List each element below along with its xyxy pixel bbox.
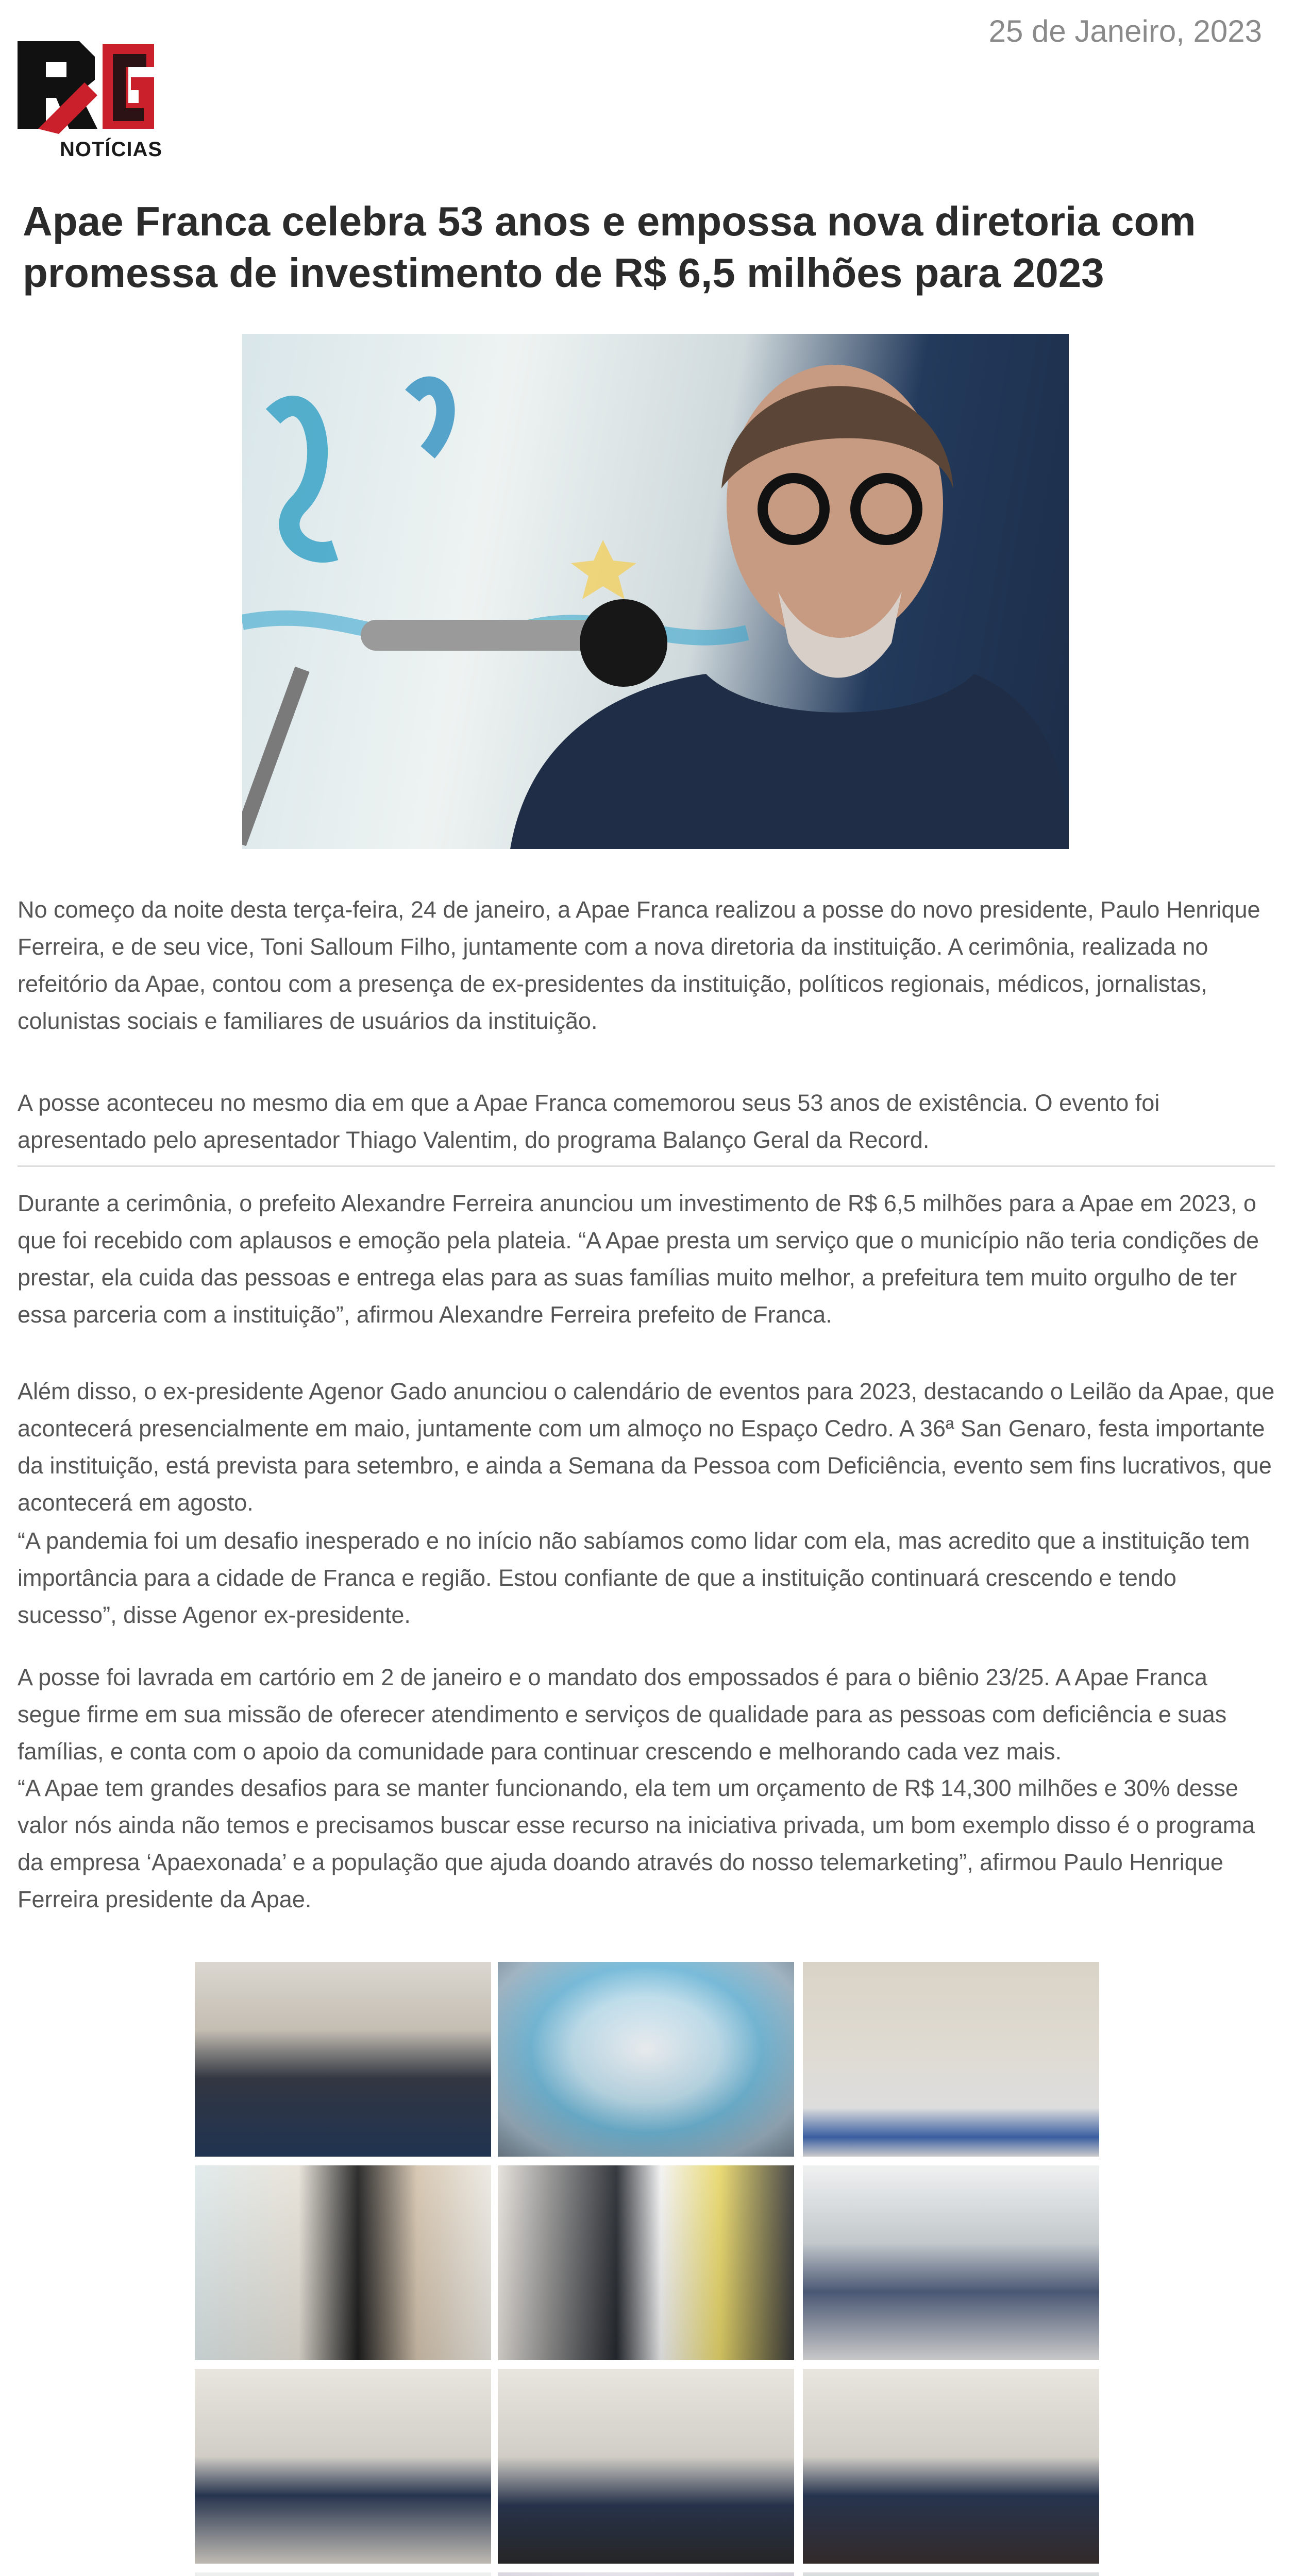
hero-photo xyxy=(242,334,1069,849)
gallery-photo-4[interactable] xyxy=(195,2165,491,2360)
gallery-photo-1[interactable] xyxy=(195,1962,491,2157)
gallery-photo-2[interactable] xyxy=(498,1962,794,2157)
paragraph-5: “A pandemia foi um desafio inesperado e no início não sabíamos como lidar com ela, mas acredito que a instituição tem importância para a cidade de Franca e região. Estou confiante de que a instituição continuará crescendo e tendo sucesso”, disse Agenor ex-presidente. xyxy=(18,1528,1250,1628)
speaker-illustration xyxy=(242,334,1069,849)
gallery-photo-3[interactable] xyxy=(803,1962,1099,2157)
gallery-photo-8[interactable] xyxy=(498,2369,794,2564)
paragraph-2: A posse aconteceu no mesmo dia em que a Apae Franca comemorou seus 53 anos de existência. O evento foi apresentado pelo apresentador Thiago Valentim, do programa Balanço Geral da Record. xyxy=(18,1090,1160,1153)
logo-subtitle: NOTÍCIAS xyxy=(60,138,163,161)
gallery-photo-6[interactable] xyxy=(803,2165,1099,2360)
gallery-photo-7[interactable] xyxy=(195,2369,491,2564)
gallery-photo-12[interactable] xyxy=(803,2572,1099,2576)
gallery-photo-11[interactable] xyxy=(498,2572,794,2576)
gallery-photo-9[interactable] xyxy=(803,2369,1099,2564)
article-title: Apae Franca celebra 53 anos e empossa nova diretoria com promessa de investimento de R$ 6,5 milhões para 2023 xyxy=(23,198,1196,296)
publish-date: 25 de Janeiro, 2023 xyxy=(988,14,1262,48)
paragraph-1: No começo da noite desta terça-feira, 24 de janeiro, a Apae Franca realizou a posse do novo presidente, Paulo Henrique Ferreira, e de seu vice, Toni Salloum Filho, juntamente com a nova diretoria da instituição. A cerimônia, realizada no refeitório da Apae, contou com a presença de ex-presidentes da instituição, políticos regionais, médicos, jornalistas, colunistas sociais e familiares de usuários da instituição. xyxy=(18,896,1260,1034)
paragraph-7: “A Apae tem grandes desafios para se manter funcionando, ela tem um orçamento de R$ 14,300 milhões e 30% desse valor nós ainda não temos e precisamos buscar esse recurso na iniciativa privada, um bom exemplo disso é o programa da empresa ‘Apaexonada’ e a população que ajuda doando através do nosso telemarketing”, afirmou Paulo Henrique Ferreira presidente da Apae. xyxy=(18,1775,1255,1912)
divider xyxy=(18,1165,1275,1167)
site-logo[interactable] xyxy=(7,26,162,162)
gallery-photo-10[interactable] xyxy=(195,2572,491,2576)
logo-mark-icon xyxy=(7,26,157,139)
paragraph-4: Além disso, o ex-presidente Agenor Gado anunciou o calendário de eventos para 2023, destacando o Leilão da Apae, que acontecerá presencialmente em maio, juntamente com um almoço no Espaço Cedro. A 36ª San Genaro, festa importante da instituição, está prevista para setembro, e ainda a Semana da Pessoa com Deficiência, evento sem fins lucrativos, que acontecerá em agosto. xyxy=(18,1378,1275,1516)
paragraph-3: Durante a cerimônia, o prefeito Alexandre Ferreira anunciou um investimento de R$ 6,5 milhões para a Apae em 2023, o que foi recebido com aplausos e emoção pela plateia. “A Apae presta um serviço que o município não teria condições de prestar, ela cuida das pessoas e entrega elas para as suas famílias muito melhor, a prefeitura tem muito orgulho de ter essa parceria com a instituição”, afirmou Alexandre Ferreira prefeito de Franca. xyxy=(18,1190,1259,1328)
gallery-photo-5[interactable] xyxy=(498,2165,794,2360)
paragraph-6: A posse foi lavrada em cartório em 2 de janeiro e o mandato dos empossados é para o biênio 23/25. A Apae Franca segue firme em sua missão de oferecer atendimento e serviços de qualidade para as pessoas com deficiência e suas famílias, e conta com o apoio da comunidade para continuar crescendo e melhorando cada vez mais. xyxy=(18,1664,1227,1765)
